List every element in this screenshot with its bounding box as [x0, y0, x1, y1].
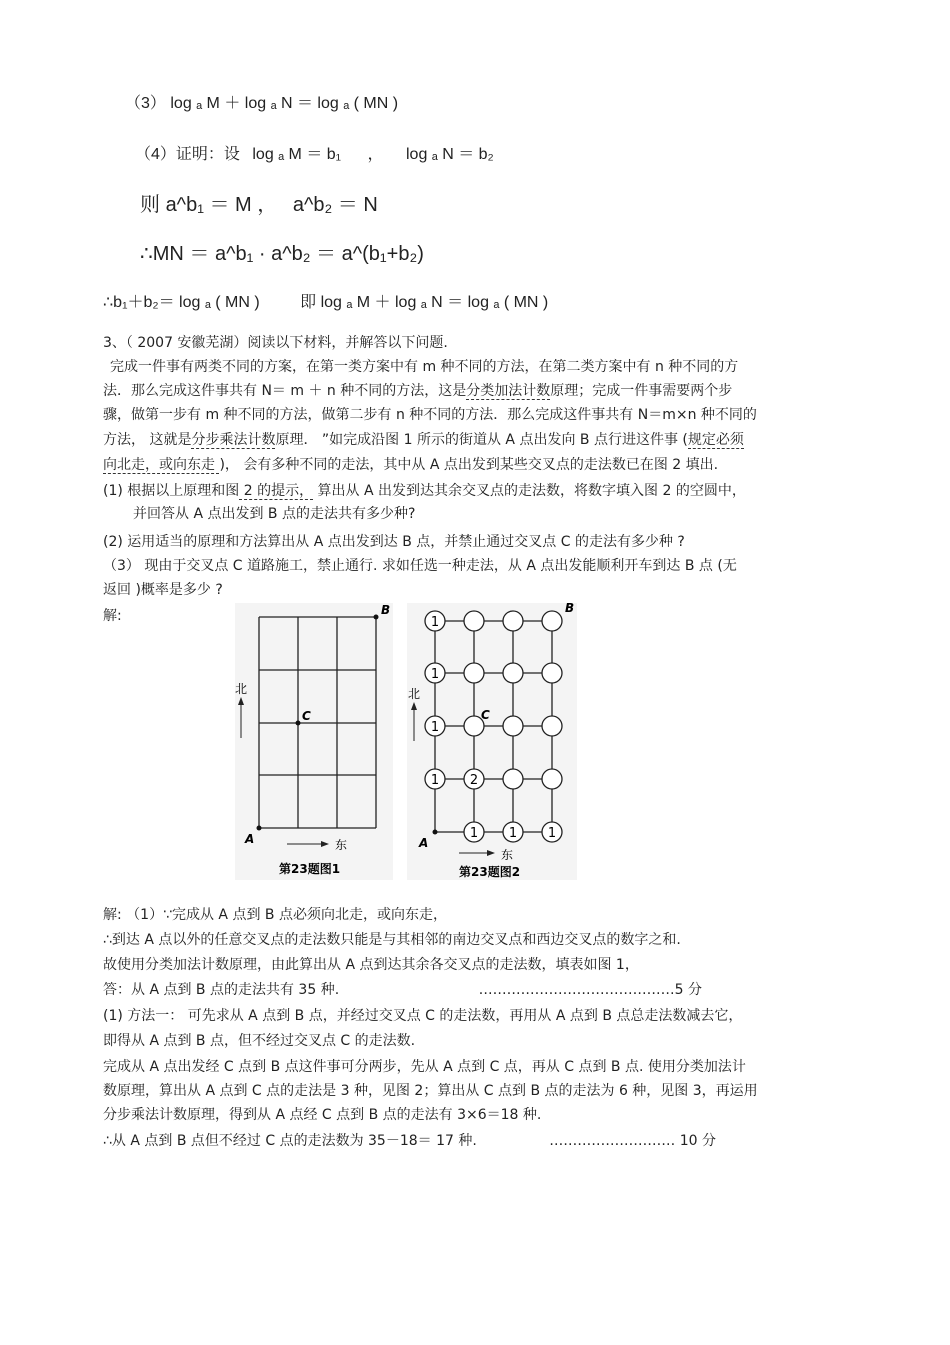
street-grid-1 — [259, 617, 376, 828]
solution-line-1: 解: （1）∵完成从 A 点到 B 点必须向北走，或向东走， — [103, 907, 447, 923]
count-3-0: 1 — [547, 826, 557, 841]
therefore-text: ∴MN ＝ a^b₁ · a^b₂ ＝ a^(b₁+b₂) — [140, 243, 424, 265]
fig1-label-b: B — [381, 603, 391, 617]
problem-para-line-5 — [103, 455, 718, 475]
conclusion-right: 即 log ₐ M ＋ log ₐ N ＝ log ₐ ( MN ) — [300, 294, 549, 311]
problem-p4b: 原理． ”如完成沿图 1 所示的街道从 A 点出发向 B 点行进这件事 ( — [275, 432, 688, 448]
fig2-east-arrowhead — [487, 850, 495, 856]
proof-4-comma: ， — [367, 146, 384, 163]
fig1-east-label: 东 — [335, 838, 348, 852]
problem-para-line-4 — [103, 430, 744, 450]
then-prefix: 则 — [140, 194, 160, 216]
solution-line-7: 完成从 A 点出发经 C 点到 B 点这件事可分两步，先从 A 点到 C 点，再从 C 点到 B 点. 使用分类加法计 — [103, 1059, 746, 1075]
problem-para-line-2 — [103, 381, 732, 401]
fig1-north-label: 北 — [235, 682, 248, 696]
solution-answer: 答：从 A 点到 B 点的走法共有 35 种. — [103, 982, 340, 998]
formula-3-number: （3） — [125, 95, 166, 112]
fig1-label-c: C — [302, 709, 311, 723]
fig2-label-a: A — [419, 836, 429, 850]
question-1-continued: 并回答从 A 点出发到 B 点的走法共有多少种? — [133, 506, 416, 522]
problem-p2b: 原理；完成一件事需要两个步 — [550, 383, 733, 399]
count-2-0: 1 — [508, 826, 518, 841]
fig2-north-arrowhead — [411, 702, 417, 710]
fig2-label-b: B — [565, 603, 575, 615]
problem-para-line-1: 完成一件事有两类不同的方案，在第一类方案中有 m 种不同的方法，在第二类方案中有 n 种不同的方 — [110, 359, 739, 375]
then-line — [140, 195, 378, 215]
figure-2 — [407, 603, 577, 880]
count-0-3: 1 — [430, 667, 440, 682]
problem-p4-underlined: 分步乘法计数 — [191, 432, 276, 448]
fig1-caption: 第23题图1 — [279, 862, 341, 876]
formula-3 — [125, 94, 398, 114]
fig2-north-label: 北 — [408, 687, 421, 701]
solution-line-8: 数原理，算出从 A 点到 C 点的走法是 3 种，见图 2；算出从 C 点到 B 点的走法为 6 种，见图 3，再运用 — [103, 1083, 758, 1099]
proof-4-assume-n: log ₐ N ＝ b₂ — [406, 146, 494, 163]
then-eq1: a^b₁ ＝ M ， — [165, 194, 278, 216]
problem-p4-underlined-2: 规定必须 — [687, 432, 744, 448]
fig2-east-label: 东 — [501, 848, 514, 862]
question-1 — [103, 481, 746, 501]
fig1-label-a: A — [245, 832, 255, 846]
problem-header: 3、（ 2007 安徽芜湖）阅读以下材料，并解答以下问题. — [103, 335, 448, 351]
count-0-4: 1 — [430, 615, 440, 630]
solution-line-3: 故使用分类加法计数原理，由此算出从 A 点到达其余各交叉点的走法数，填表如图 1， — [103, 957, 639, 973]
solution-score-10: ……………………… 10 分 — [549, 1133, 716, 1149]
point-c-dot — [296, 721, 301, 726]
point-b-dot — [374, 615, 379, 620]
problem-p4a: 方法， 这就是 — [103, 432, 192, 448]
fig1-north-arrowhead — [238, 697, 244, 705]
then-eq2: a^b₂ ＝ N — [292, 194, 378, 216]
solution-line-6: 即得从 A 点到 B 点，但不经过交叉点 C 的走法数. — [103, 1033, 416, 1049]
fig2-caption: 第23题图2 — [459, 865, 521, 879]
problem-p2a: 法．那么完成这件事共有 N＝ m ＋ n 种不同的方法，这是 — [103, 383, 467, 399]
figure-2-grid — [407, 603, 577, 880]
question-1-underlined: 2 的提示， — [239, 483, 314, 499]
formula-3-text: log ₐ M ＋ log ₐ N ＝ log ₐ ( MN ) — [170, 95, 399, 112]
solution-label: 解: — [103, 608, 122, 624]
conclusion-line — [103, 293, 548, 313]
proof-4-assume-m: log ₐ M ＝ b₁ — [252, 146, 342, 163]
solution-line-4 — [103, 980, 702, 1000]
fig1-east-arrowhead — [321, 841, 329, 847]
solution-line-5: (1) 方法一： 可先求从 A 点到 B 点，并经过交叉点 C 的走法数，再用从 A 点到 B 点总走法数减去它， — [103, 1008, 743, 1024]
count-1-0: 1 — [469, 826, 479, 841]
problem-p5b: )， 会有多种不同的走法，其中从 A 点出发到某些交叉点的走法数已在图 2 填出. — [219, 457, 719, 473]
count-0-2: 1 — [430, 720, 440, 735]
problem-para-line-3: 骤，做第一步有 m 种不同的方法，做第二步有 n 种不同的方法．那么完成这件事共有 N＝m×n 种不同的 — [103, 407, 757, 423]
question-2: (2) 运用适当的原理和方法算出从 A 点出发到达 B 点，并禁止通过交叉点 C 的走法有多少种 ? — [103, 534, 685, 550]
solution-final: ∴从 A 点到 B 点但不经过 C 点的走法数为 35－18＝ 17 种. — [103, 1133, 477, 1149]
solution-line-9: 分步乘法计数原理，得到从 A 点经 C 点到 B 点的走法有 3×6＝18 种. — [103, 1107, 542, 1123]
solution-line-10 — [103, 1131, 716, 1151]
count-1-1: 2 — [469, 773, 479, 788]
point-a-dot — [257, 826, 262, 831]
figure-1-grid — [235, 603, 393, 880]
fig2-point-a-dot — [433, 830, 438, 835]
problem-p2-underlined: 分类加法计数 — [466, 383, 551, 399]
question-1b: 算出从 A 出发到达其余交叉点的走法数，将数字填入图 2 的空圆中， — [313, 483, 746, 499]
problem-p5-underlined: 向北走，或向东走 — [103, 457, 220, 473]
question-3-continued: 返回 )概率是多少 ? — [103, 582, 223, 598]
question-1a: (1) 根据以上原理和图 — [103, 483, 240, 499]
solution-line-2: ∴到达 A 点以外的任意交叉点的走法数只能是与其相邻的南边交叉点和西边交叉点的数字之和. — [103, 932, 681, 948]
fig2-label-c: C — [481, 708, 490, 722]
question-3: （3） 现由于交叉点 C 道路施工，禁止通行. 求如任选一种走法，从 A 点出发能顺利开车到达 B 点 (无 — [103, 558, 737, 574]
count-0-1: 1 — [430, 773, 440, 788]
street-grid-2 — [435, 621, 552, 832]
proof-4-label: （4）证明：设 — [135, 146, 240, 163]
conclusion-left: ∴b₁＋b₂＝ log ₐ ( MN ) — [103, 294, 260, 311]
proof-4-setup — [135, 145, 494, 165]
therefore-line — [140, 244, 424, 264]
solution-score-5: ……………………………………5 分 — [478, 982, 702, 998]
figure-1 — [235, 603, 393, 880]
